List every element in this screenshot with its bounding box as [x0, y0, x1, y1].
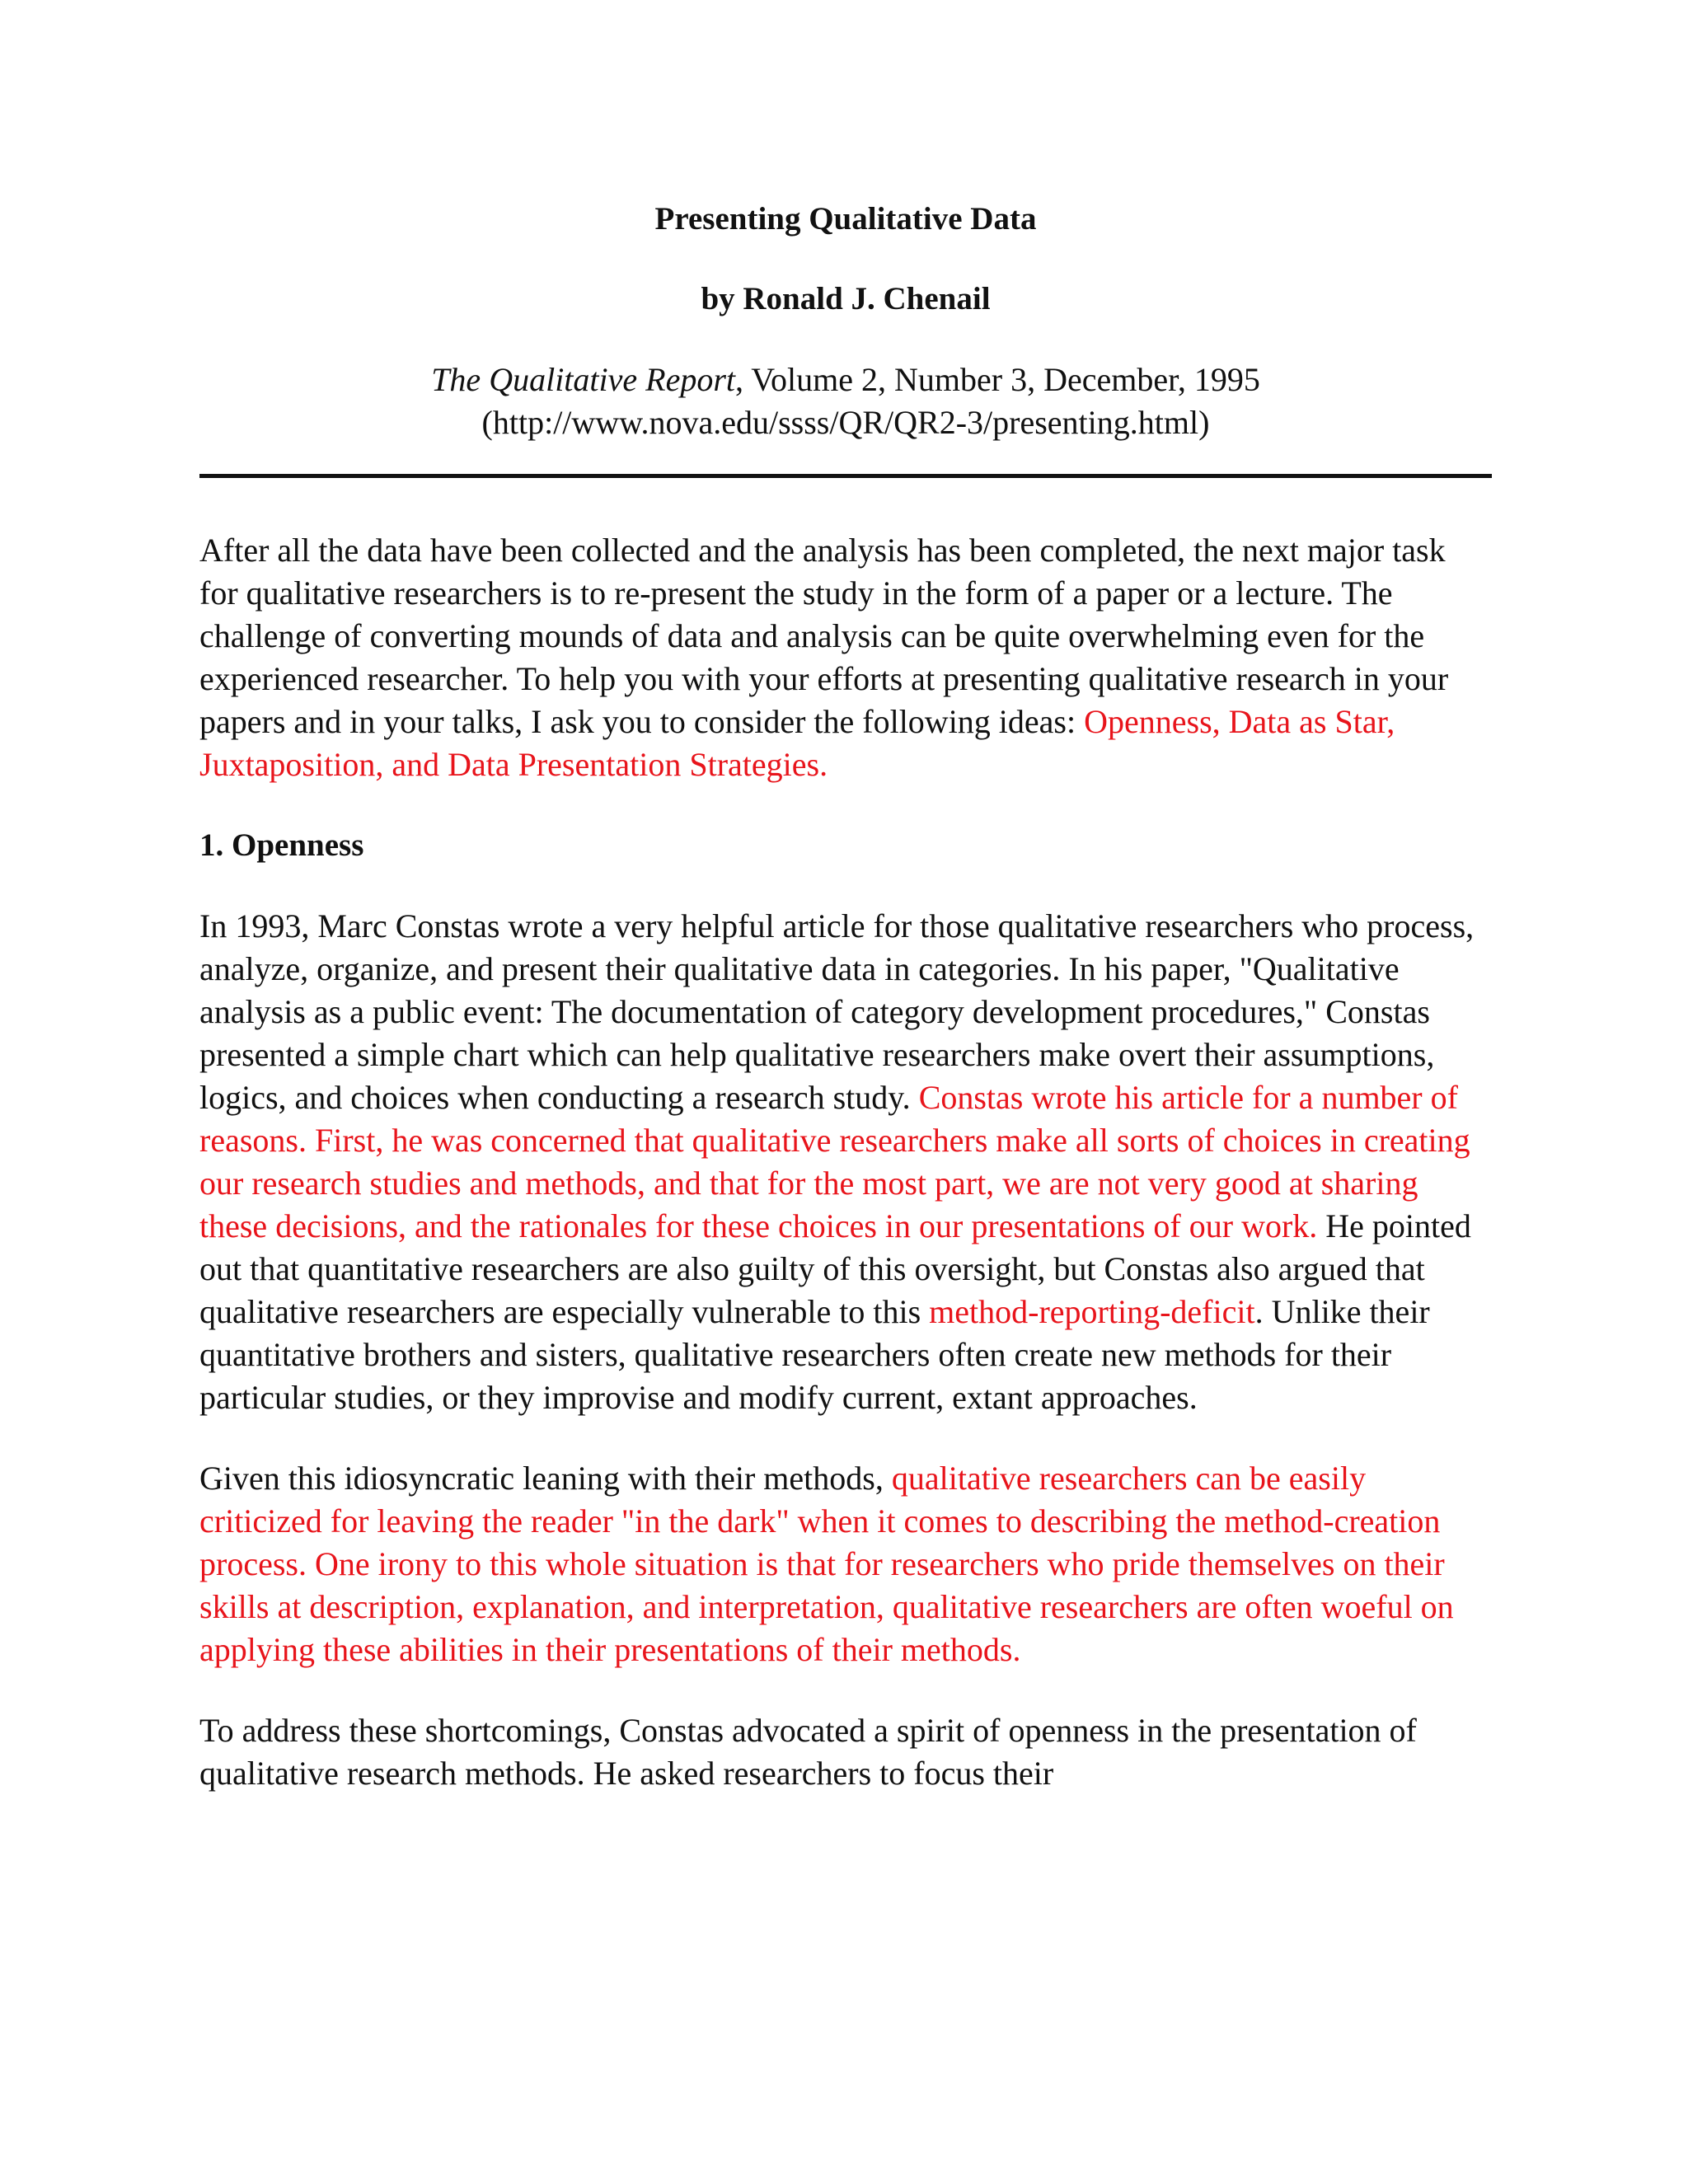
document-author: by Ronald J. Chenail: [701, 281, 991, 316]
p2-text-a: Given this idiosyncratic leaning with their methods,: [199, 1460, 892, 1497]
intro-text: After all the data have been collected and the analysis has been completed, the next major task for qualitative researchers is to re-present the study in the form of a paper or a lecture. The challenge of converting mounds of data and analysis can be quite overwhelming even for the experienced researcher. To help you with your efforts at presenting qualitative research in your papers and in your talks, I ask you to consider the following ideas:: [199, 532, 1449, 740]
p2-highlight-b: qualitative researchers can be easily criticized for leaving the reader "in the dark" when it comes to describing the method-creation process. One irony to this whole situation is that for researchers who pride themselves on their skills at description, explanation, and interpretation, qualitative researchers are often woeful on applying these abilities in their presentations of their methods.: [199, 1460, 1454, 1668]
citation-line: [199, 359, 1492, 401]
p1-highlight-d: method-reporting-deficit: [929, 1293, 1255, 1330]
citation-block: [199, 359, 1492, 444]
document-title: Presenting Qualitative Data: [654, 201, 1037, 237]
document-content: [199, 198, 1492, 1795]
p1-highlight-b: Constas wrote his article for a number of reasons. First, he was concerned that qualitative researchers make all sorts of choices in creating our research studies and methods, and that for the most part, we are not very good at sharing these decisions, and the rationales for these choices in our presentations of our work.: [199, 1079, 1470, 1244]
p1-text-e: . Unlike their quantitative brothers and sisters, qualitative researchers often create new methods for their particular studies, or they improvise and modify current, extant approaches.: [199, 1293, 1430, 1416]
citation-details: , Volume 2, Number 3, December, 1995: [735, 361, 1260, 398]
p3-text-a: To address these shortcomings, Constas advocated a spirit of openness in the presentation of qualitative research methods. He asked researchers to focus their: [199, 1712, 1417, 1792]
section-heading-openness: 1. Openness: [199, 827, 364, 863]
journal-name: The Qualitative Report: [431, 361, 736, 398]
intro-highlight: Openness, Data as Star, Juxtaposition, and Data Presentation Strategies.: [199, 703, 1395, 783]
p1-text-a: In 1993, Marc Constas wrote a very helpful article for those qualitative researchers who process, analyze, organize, and present their qualitative data in categories. In his paper, "Qualitative analysis as a public event: The documentation of category development procedures," Constas presented a simple chart which can help qualitative researchers make overt their assumptions, logics, and choices when conducting a research study.: [199, 907, 1475, 1116]
intro-paragraph: [199, 529, 1492, 786]
openness-paragraph-3: [199, 1709, 1492, 1795]
openness-paragraph-2: [199, 1457, 1492, 1671]
openness-paragraph-1: [199, 905, 1492, 1419]
horizontal-rule: [199, 474, 1492, 478]
citation-url: (http://www.nova.edu/ssss/QR/QR2-3/presenting.html): [481, 404, 1210, 441]
p1-text-c: He pointed out that quantitative researchers are also guilty of this oversight, but Constas also argued that qualitative researchers are especially vulnerable to this: [199, 1207, 1471, 1330]
